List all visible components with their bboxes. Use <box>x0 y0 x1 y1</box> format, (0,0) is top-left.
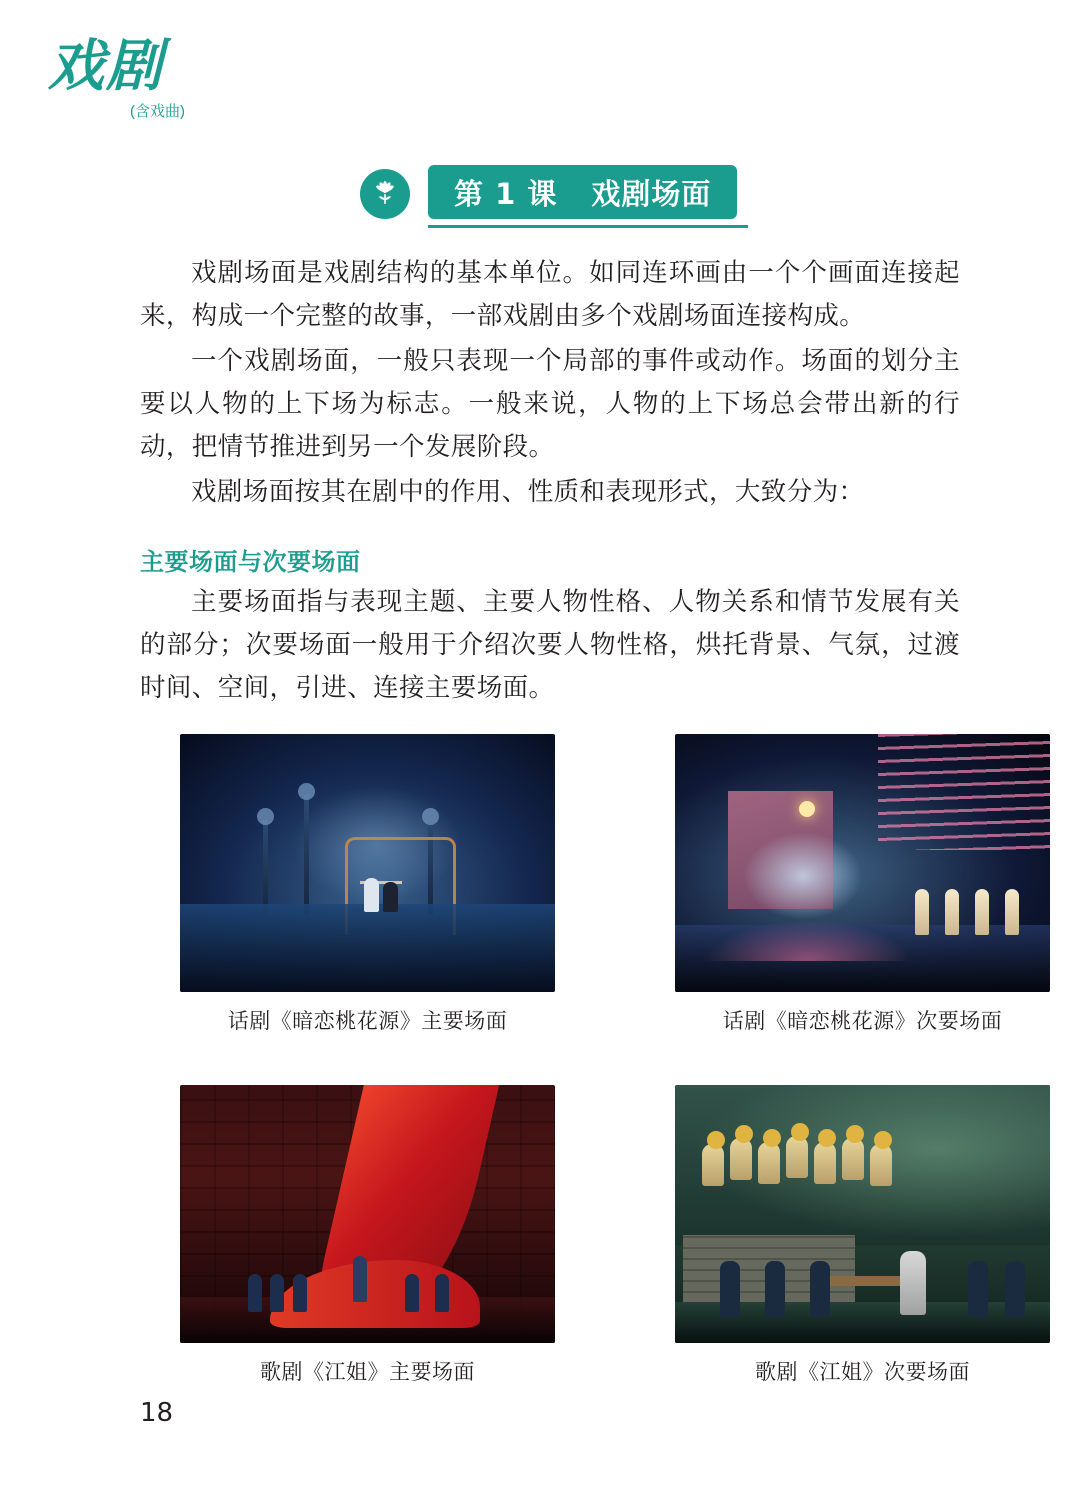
photo-anlian-main <box>180 734 555 992</box>
book-brand-mark <box>48 33 238 138</box>
figure-2 <box>675 734 1050 1035</box>
brand-title: 戏剧 <box>48 33 164 99</box>
brand-subtitle: (含戏曲) <box>130 103 185 120</box>
figure-4 <box>675 1085 1050 1386</box>
photo-jiangjie-secondary <box>675 1085 1050 1343</box>
figure-row-1 <box>140 718 1003 1051</box>
figure-4-caption: 歌剧《江姐》次要场面 <box>755 1360 970 1384</box>
flower-emblem-icon <box>360 169 410 219</box>
figure-row-2 <box>140 1069 970 1402</box>
paragraph-1: 戏剧场面是戏剧结构的基本单位。如同连环画由一个个画面连接起来，构成一个完整的故事，一部戏剧由多个戏剧场面连接构成。 <box>140 258 960 331</box>
lesson-title: 戏剧场面 <box>591 176 712 211</box>
page-number: 18 <box>140 1398 174 1428</box>
lesson-title-banner <box>428 165 737 219</box>
figure-2-caption: 话剧《暗恋桃花源》次要场面 <box>722 1009 1003 1033</box>
lesson-header <box>360 165 760 227</box>
figure-1-caption: 话剧《暗恋桃花源》主要场面 <box>227 1009 508 1033</box>
lesson-underline <box>428 225 748 228</box>
section-subheading: 主要场面与次要场面 <box>140 548 361 576</box>
figure-3 <box>180 1085 555 1386</box>
paragraph-4: 主要场面指与表现主题、主要人物性格、人物关系和情节发展有关的部分；次要场面一般用于介绍次要人物性格，烘托背景、气氛，过渡时间、空间，引进、连接主要场面。 <box>140 587 960 703</box>
paragraph-2: 一个戏剧场面，一般只表现一个局部的事件或动作。场面的划分主要以人物的上下场为标志。一般来说，人物的上下场总会带出新的行动，把情节推进到另一个发展阶段。 <box>140 346 960 462</box>
lesson-number: 第 1 课 <box>454 176 558 211</box>
figure-1 <box>180 734 555 1035</box>
photo-anlian-secondary <box>675 734 1050 992</box>
photo-jiangjie-main <box>180 1085 555 1343</box>
figure-grid <box>140 718 1003 1420</box>
lesson-body <box>140 252 960 712</box>
figure-3-caption: 歌剧《江姐》主要场面 <box>260 1360 475 1384</box>
paragraph-3: 戏剧场面按其在剧中的作用、性质和表现形式，大致分为： <box>191 477 865 507</box>
